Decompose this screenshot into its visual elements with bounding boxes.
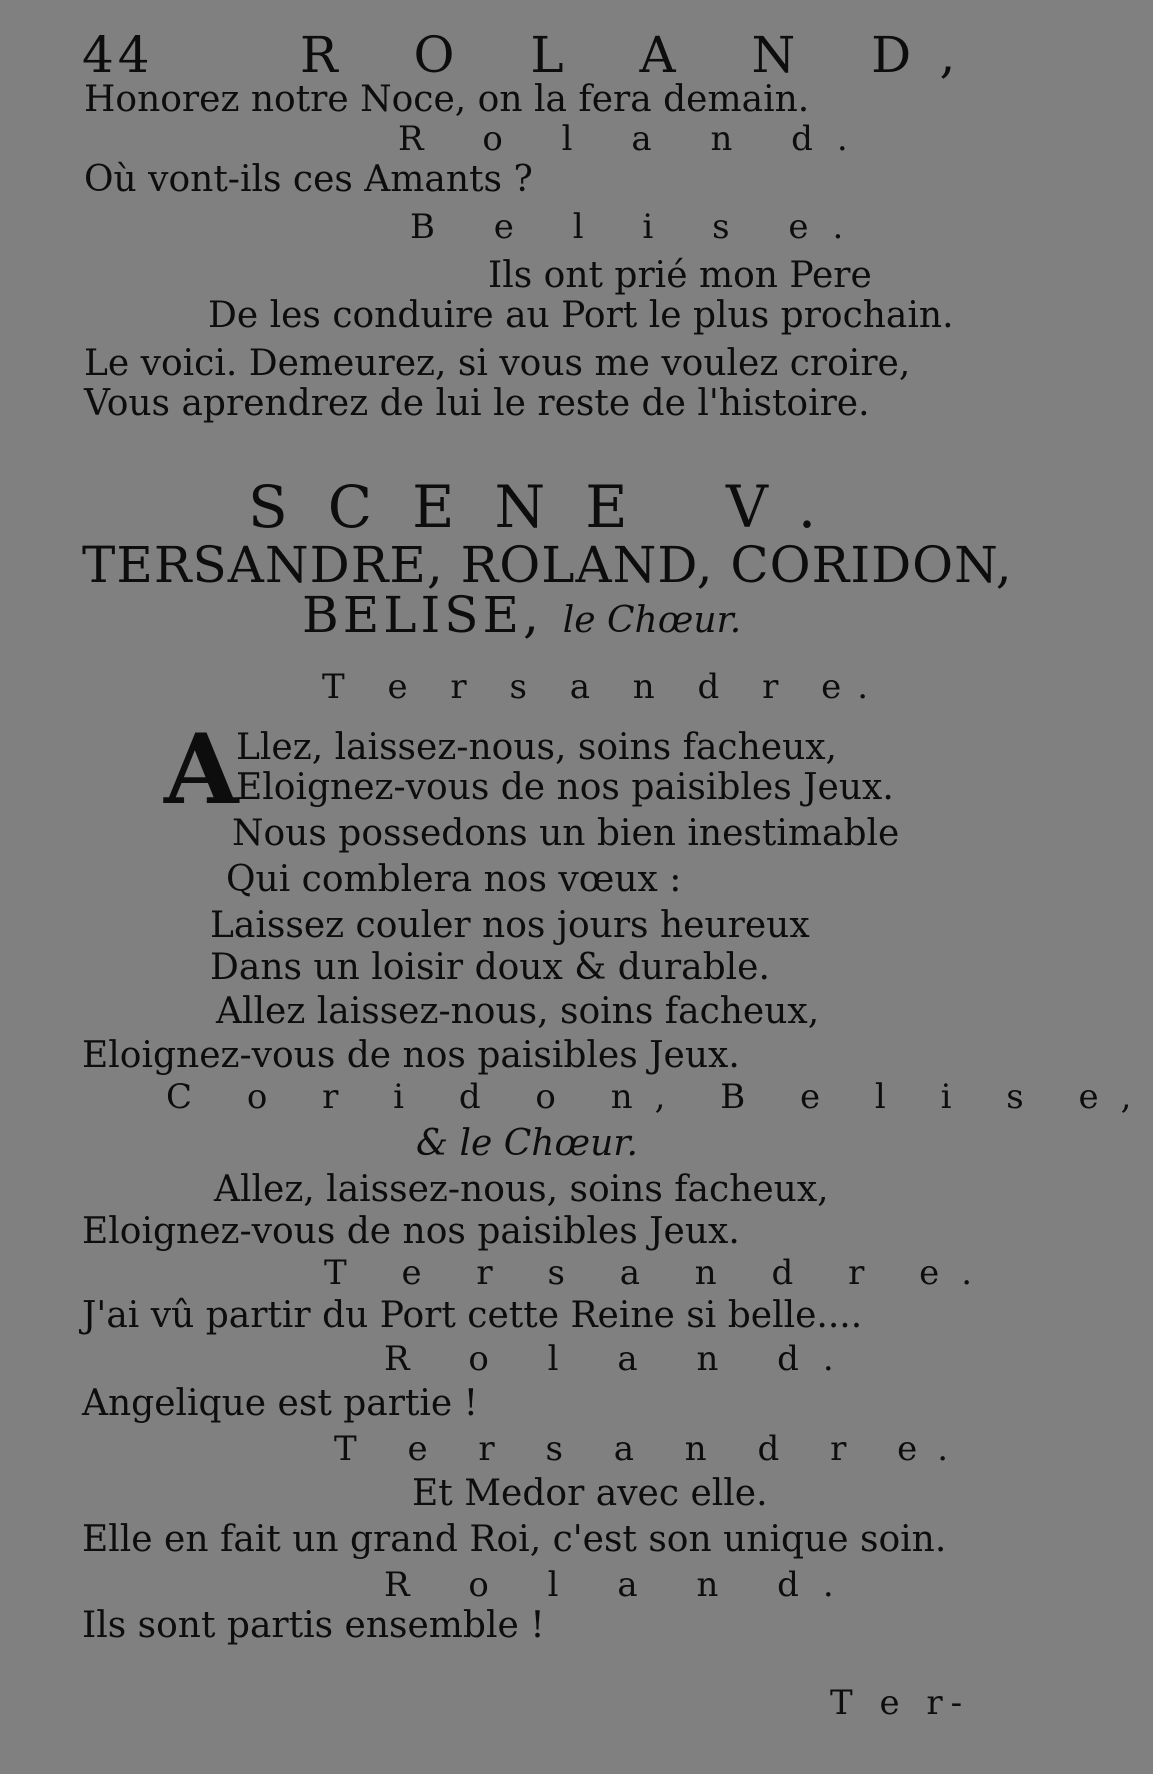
verse-line: Eloignez-vous de nos paisibles Jeux.: [82, 1211, 740, 1252]
speaker-name: T e r s a n d r e.: [334, 1429, 969, 1469]
verse-line: Ils sont partis ensemble !: [82, 1605, 545, 1646]
running-head: R O L A N D,: [300, 26, 986, 84]
speaker-name: R o l a n d.: [398, 119, 872, 159]
verse-line: Qui comblera nos vœux :: [226, 859, 682, 900]
verse-line: Laissez couler nos jours heureux: [210, 905, 810, 946]
verse-line: Où vont-ils ces Amants ?: [84, 159, 533, 200]
speaker-name: B e l i s e.: [410, 207, 868, 247]
verse-line: De les conduire au Port le plus prochain.: [208, 295, 954, 336]
verse-line: Eloignez-vous de nos paisibles Jeux.: [236, 767, 894, 808]
speaker-name: T e r s a n d r e.: [324, 1253, 995, 1293]
verse-line: Dans un loisir doux & durable.: [210, 947, 770, 988]
scene-characters-names: BELISE,: [302, 586, 543, 644]
page-number: 44: [82, 26, 154, 84]
verse-line: Honorez notre Noce, on la fera demain.: [84, 79, 810, 120]
verse-line: Llez, laissez-nous, soins facheux,: [236, 727, 837, 768]
drop-cap: A: [164, 713, 239, 826]
verse-line: Et Medor avec elle.: [412, 1473, 768, 1514]
verse-line: Ils ont prié mon Pere: [488, 255, 872, 296]
scene-characters: TERSANDRE, ROLAND, CORIDON,: [82, 536, 1013, 594]
verse-line: Elle en fait un grand Roi, c'est son unique soin.: [82, 1519, 947, 1560]
speaker-name: R o l a n d.: [384, 1339, 858, 1379]
verse-line: Allez, laissez-nous, soins facheux,: [214, 1169, 829, 1210]
verse-line: Allez laissez-nous, soins facheux,: [216, 991, 820, 1032]
verse-line: Le voici. Demeurez, si vous me voulez croire,: [84, 343, 911, 384]
verse-line: J'ai vû partir du Port cette Reine si belle....: [82, 1295, 863, 1336]
speaker-name: T e r s a n d r e.: [322, 667, 885, 707]
scene-characters-chorus: le Chœur.: [562, 600, 742, 641]
verse-line: Eloignez-vous de nos paisibles Jeux.: [82, 1035, 740, 1076]
scene-characters: [302, 586, 742, 644]
verse-line: Nous possedons un bien inestimable: [232, 813, 900, 854]
verse-line: Vous aprendrez de lui le reste de l'histoire.: [84, 383, 870, 424]
speaker-name: C o r i d o n, B e l i s e,: [166, 1077, 1153, 1117]
speaker-name: & le Chœur.: [416, 1123, 638, 1164]
speaker-name: R o l a n d.: [384, 1565, 858, 1605]
catchword: T e r-: [830, 1683, 971, 1723]
verse-line: Angelique est partie !: [82, 1383, 479, 1424]
scene-title: SCENE V.: [248, 473, 857, 541]
